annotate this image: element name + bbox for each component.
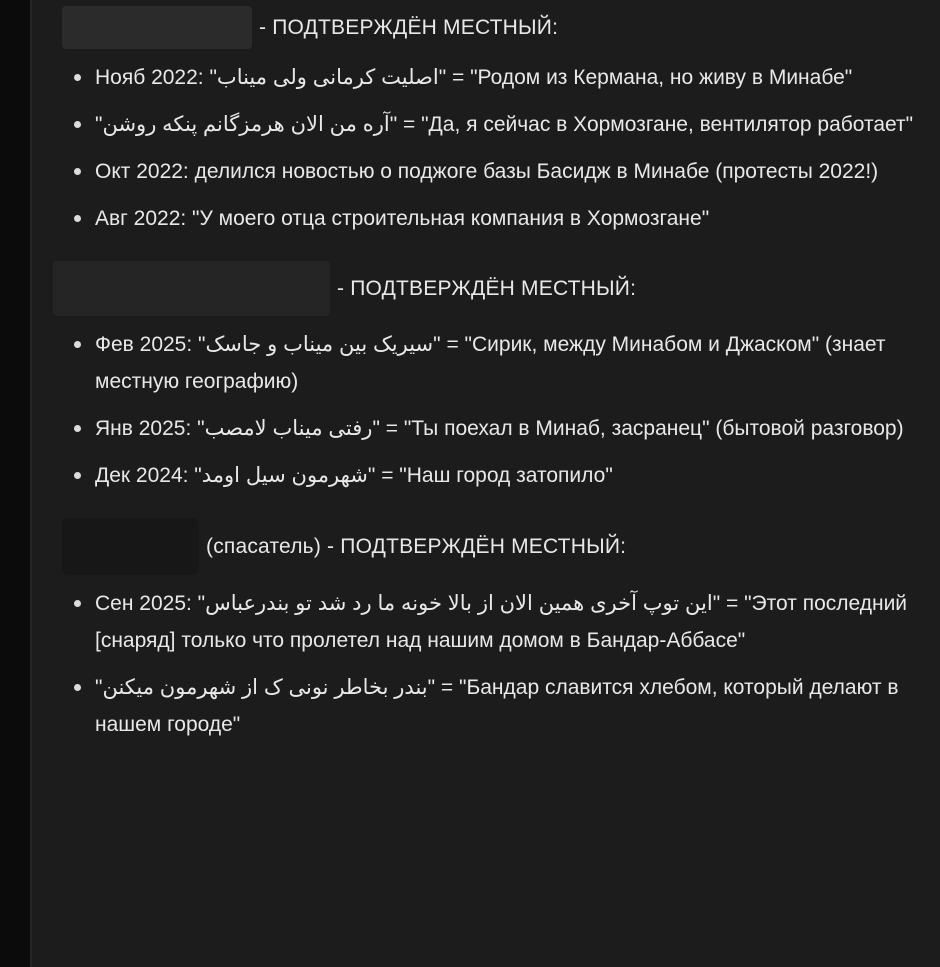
section-local-1: [62, 6, 936, 237]
list-item: [62, 106, 936, 143]
bullet-text: Дек 2024: "شهرمون سیل اومد" = "Наш город затопило": [95, 464, 613, 487]
bullet-marker-icon: [74, 215, 81, 222]
bullet-text: Авг 2022: "У моего отца строительная компания в Хормозгане": [95, 207, 710, 230]
bullet-list: [62, 585, 936, 743]
section-title: - ПОДТВЕРЖДЁН МЕСТНЫЙ:: [337, 276, 637, 300]
section-local-2: [62, 261, 936, 494]
bullet-list: [62, 59, 936, 237]
bullet-marker-icon: [74, 425, 81, 432]
bullet-text: Окт 2022: делился новостью о поджоге базы Басидж в Минабе (протесты 2022!): [95, 160, 879, 183]
bullet-text: Нояб 2022: "اصلیت کرمانی ولی میناب" = "Родом из Кермана, но живу в Минабе": [95, 66, 853, 89]
redacted-name-box: [62, 6, 252, 49]
left-gutter: [0, 0, 32, 967]
list-item: [62, 200, 936, 237]
section-header: [62, 518, 936, 575]
bullet-list: [62, 326, 936, 494]
bullet-text: Янв 2025: "رفتی میناب لامصب" = "Ты поехал в Минаб, засранец" (бытовой разговор): [95, 417, 904, 440]
list-item: [62, 669, 936, 743]
report-content: [32, 0, 940, 967]
bullet-marker-icon: [74, 684, 81, 691]
bullet-text: Сен 2025: "این توپ آخری همین الان از بالا خونه ما رد شد تو بندرعباس" = "Этот последний [снаряд] только что пролетел над нашим домом в Бандар-Аббасе": [95, 592, 908, 652]
list-item: [62, 326, 936, 400]
section-local-3: [62, 518, 936, 743]
bullet-marker-icon: [74, 168, 81, 175]
bullet-marker-icon: [74, 341, 81, 348]
section-title: - ПОДТВЕРЖДЁН МЕСТНЫЙ:: [259, 15, 559, 39]
list-item: [62, 153, 936, 190]
list-item: [62, 457, 936, 494]
redacted-name-box: [53, 261, 330, 316]
list-item: [62, 585, 936, 659]
bullet-marker-icon: [74, 121, 81, 128]
section-header: [62, 6, 936, 49]
bullet-marker-icon: [74, 600, 81, 607]
list-item: [62, 410, 936, 447]
bullet-text: "آره من الان هرمزگانم پنکه روشن" = "Да, я сейчас в Хормозгане, вентилятор работает": [95, 113, 914, 136]
bullet-text: "بندر بخاطر نونی ک از شهرمون میکنن" = "Бандар славится хлебом, который делают в нашем городе": [95, 676, 899, 736]
list-item: [62, 59, 936, 96]
redacted-name-box: [62, 518, 199, 575]
bullet-text: Фев 2025: "سیریک بین میناب و جاسک" = "Сирик, между Минабом и Джаском" (знает местную географию): [95, 333, 886, 393]
section-header: [62, 261, 936, 316]
section-title: (спасатель) - ПОДТВЕРЖДЁН МЕСТНЫЙ:: [206, 534, 627, 558]
bullet-marker-icon: [74, 74, 81, 81]
bullet-marker-icon: [74, 472, 81, 479]
